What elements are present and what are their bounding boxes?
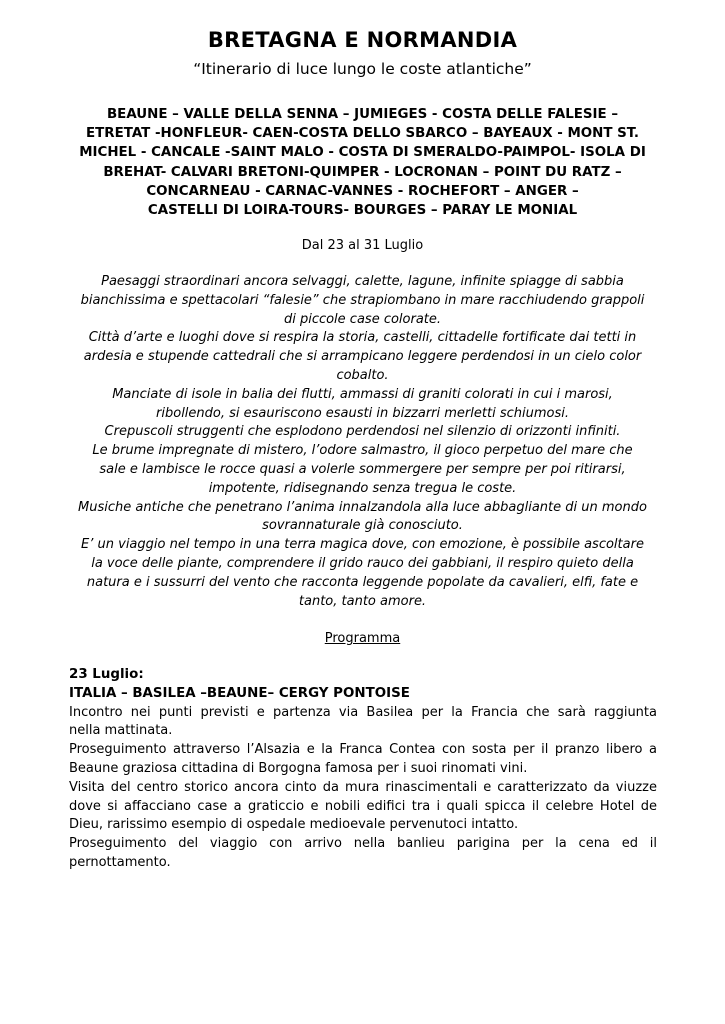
route-line: ETRETAT -HONFLEUR- CAEN-COSTA DELLO SBARCO – BAYEAUX - MONT ST.	[86, 126, 639, 142]
day-line: Beaune graziosa cittadina di Borgogna famosa per i suoi rinomati vini.	[69, 760, 528, 776]
day-line: nella mattinata.	[69, 723, 173, 739]
day-description	[69, 704, 657, 873]
intro-line: ribollendo, si esauriscono esausti in bizzarri merletti schiumosi.	[156, 405, 569, 421]
program-heading: Programma	[324, 631, 401, 646]
day-date: 23 Luglio:	[69, 667, 144, 682]
intro-line: Crepuscoli struggenti che esplodono perdendosi nel silenzio di orizzonti infiniti.	[104, 424, 621, 440]
intro-line: natura e i sussurri del vento che racconta leggende popolate da cavalieri, elfi, fate e	[86, 574, 639, 590]
document-title: BRETAGNA E NORMANDIA	[207, 28, 518, 52]
itinerary-route	[60, 105, 665, 220]
day-line: pernottamento.	[69, 854, 171, 870]
intro-line: sale e lambisce le rocce quasi a volerle sommergere per sempre per poi ritirarsi,	[99, 461, 626, 477]
route-line: MICHEL - CANCALE -SAINT MALO - COSTA DI SMERALDO-PAIMPOL- ISOLA DI	[79, 145, 646, 161]
day-route: ITALIA – BASILEA –BEAUNE– CERGY PONTOISE	[69, 685, 410, 701]
intro-line: di piccole case colorate.	[283, 311, 442, 327]
intro-line: ardesia e stupende cattedrali che si arrampicano leggere perdendosi in un cielo color	[83, 349, 642, 365]
intro-line: E’ un viaggio nel tempo in una terra magica dove, con emozione, è possibile ascoltare	[81, 537, 644, 553]
route-line: BREHAT- CALVARI BRETONI-QUIMPER - LOCRONAN – POINT DU RATZ –	[103, 164, 622, 180]
day-line: Visita del centro storico ancora cinto da mura rinascimentali e caratterizzato da viuzze	[69, 779, 657, 795]
document-subtitle: “Itinerario di luce lungo le coste atlantiche”	[193, 60, 532, 78]
intro-line: impotente, ridisegnando senza tregua le coste.	[208, 480, 517, 496]
route-line: CASTELLI DI LOIRA-TOURS- BOURGES – PARAY LE MONIAL	[147, 203, 578, 219]
intro-line: Musiche antiche che penetrano l’anima innalzandola alla luce abbagliante di un mondo	[78, 499, 647, 515]
travel-dates: Dal 23 al 31 Luglio	[301, 238, 424, 253]
day-section	[69, 666, 657, 873]
day-line: dove si affacciano case a graticcio e nobili edifici tra i quali spicca il celebre Hotel de	[69, 798, 657, 814]
intro-line: sovrannaturale già conosciuto.	[262, 518, 463, 534]
intro-line: Manciate di isole in balia dei flutti, ammassi di graniti colorati in cui i marosi,	[112, 386, 613, 402]
intro-line: la voce delle piante, comprendere il grido rauco dei gabbiani, il respiro quieto della	[91, 555, 634, 571]
day-line: Dieu, rarissimo esempio di ospedale medioevale pervenutoci intatto.	[69, 817, 519, 833]
intro-line: tanto, tanto amore.	[298, 593, 427, 609]
intro-line: bianchissima e spettacolari “falesie” che strapiombano in mare racchiudendo grappoli	[80, 292, 645, 308]
day-line: Proseguimento del viaggio con arrivo nella banlieu parigina per la cena ed il	[69, 836, 657, 852]
intro-line: Città d’arte e luoghi dove si respira la storia, castelli, cittadelle fortificate dai tetti in	[88, 330, 637, 346]
intro-line: Paesaggi straordinari ancora selvaggi, calette, lagune, infinite spiagge di sabbia	[101, 274, 624, 289]
day-line: Proseguimento attraverso l’Alsazia e la Franca Contea con sosta per il pranzo libero a	[69, 742, 657, 758]
route-line: BEAUNE – VALLE DELLA SENNA – JUMIEGES - COSTA DELLE FALESIE –	[106, 107, 619, 122]
intro-paragraph	[55, 273, 670, 611]
intro-line: Le brume impregnate di mistero, l’odore salmastro, il gioco perpetuo del mare che	[92, 443, 633, 459]
route-line: CONCARNEAU - CARNAC-VANNES - ROCHEFORT – ANGER –	[146, 183, 579, 199]
intro-line: cobalto.	[336, 367, 389, 383]
day-line: Incontro nei punti previsti e partenza via Basilea per la Francia che sarà raggiunta	[69, 704, 657, 720]
